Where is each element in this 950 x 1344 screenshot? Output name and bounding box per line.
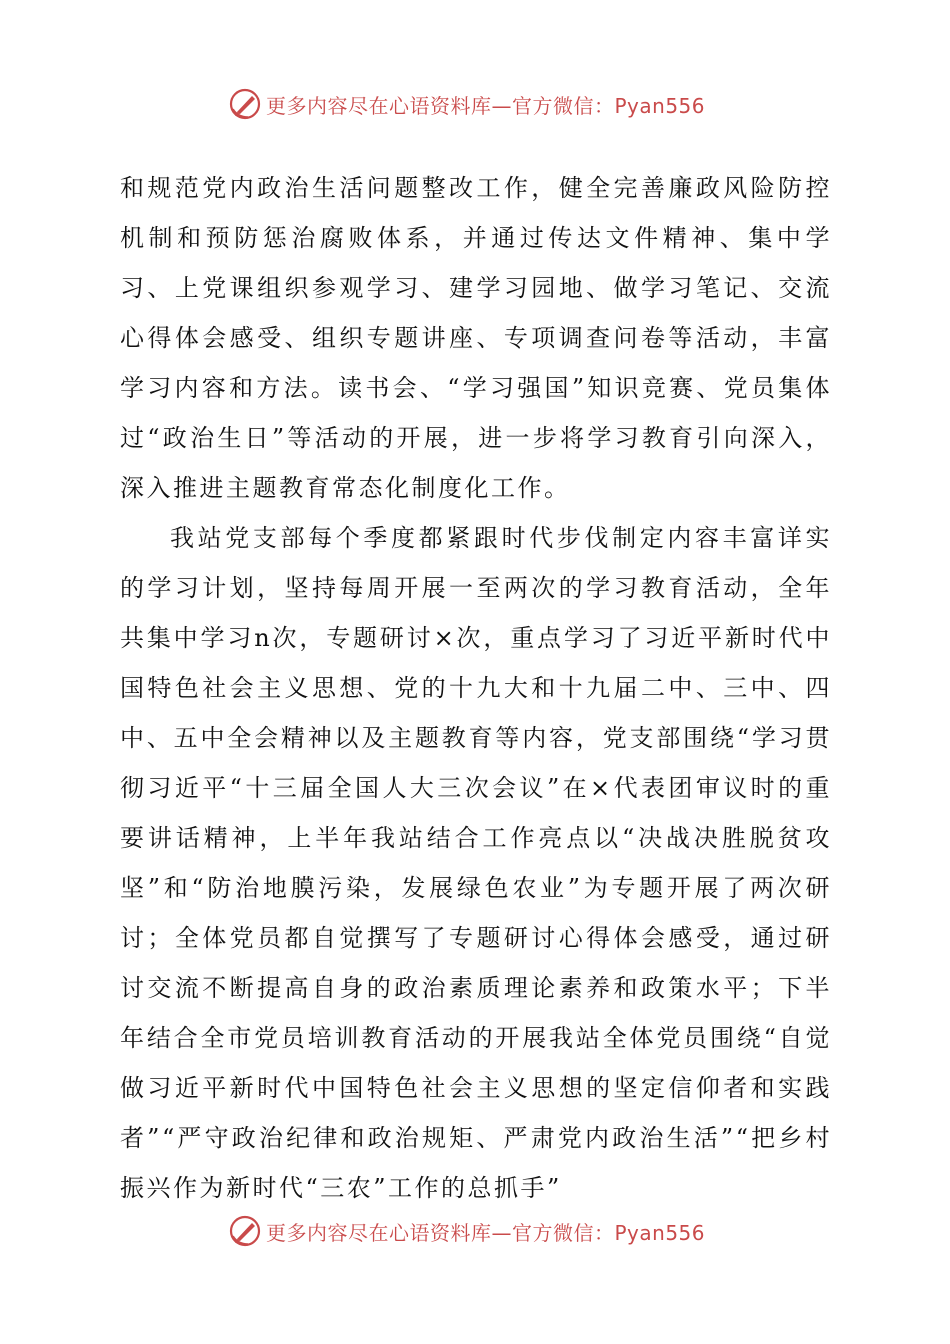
footer-watermark-banner [228, 1211, 705, 1251]
document-body [120, 163, 832, 1213]
header-watermark-banner [228, 84, 705, 124]
banner-promo-text: 更多内容尽在心语资料库—官方微信：Pyan556 [266, 93, 706, 118]
body-paragraph-1: 和规范党内政治生活问题整改工作，健全完善廉政风险防控机制和预防惩治腐败体系，并通过传达文件精神、集中学习、上党课组织参观学习、建学习园地、做学习笔记、交流心得体会感受、组织专题讲座、专项调查问卷等活动，丰富学习内容和方法。读书会、“学习强国”知识竞赛、党员集体过“政治生日”等活动的开展，进一步将学习教育引向深入，深入推进主题教育常态化制度化工作。 [120, 174, 832, 502]
body-paragraph-2: 我站党支部每个季度都紧跟时代步伐制定内容丰富详实的学习计划，坚持每周开展一至两次的学习教育活动，全年共集中学习n次，专题研讨×次，重点学习了习近平新时代中国特色社会主义思想、党的十九大和十九届二中、三中、四中、五中全会精神以及主题教育等内容，党支部围绕“学习贯彻习近平“十三届全国人大三次会议”在×代表团审议时的重要讲话精神，上半年我站结合工作亮点以“决战决胜脱贫攻坚”和“防治地膜污染，发展绿色农业”为专题开展了两次研讨；全体党员都自觉撰写了专题研讨心得体会感受，通过研讨交流不断提高自身的政治素质理论素养和政策水平；下半年结合全市党员培训教育活动的开展我站全体党员围绕“自觉做习近平新时代中国特色社会主义思想的坚定信仰者和实践者”“严守政治纪律和政治规矩、严肃党内政治生活”“把乡村振兴作为新时代“三农”工作的总抓手” [120, 524, 832, 1202]
pen-circle-logo-icon [228, 87, 262, 121]
pen-circle-logo-icon [228, 1214, 262, 1248]
banner-promo-text: 更多内容尽在心语资料库—官方微信：Pyan556 [266, 1220, 706, 1245]
